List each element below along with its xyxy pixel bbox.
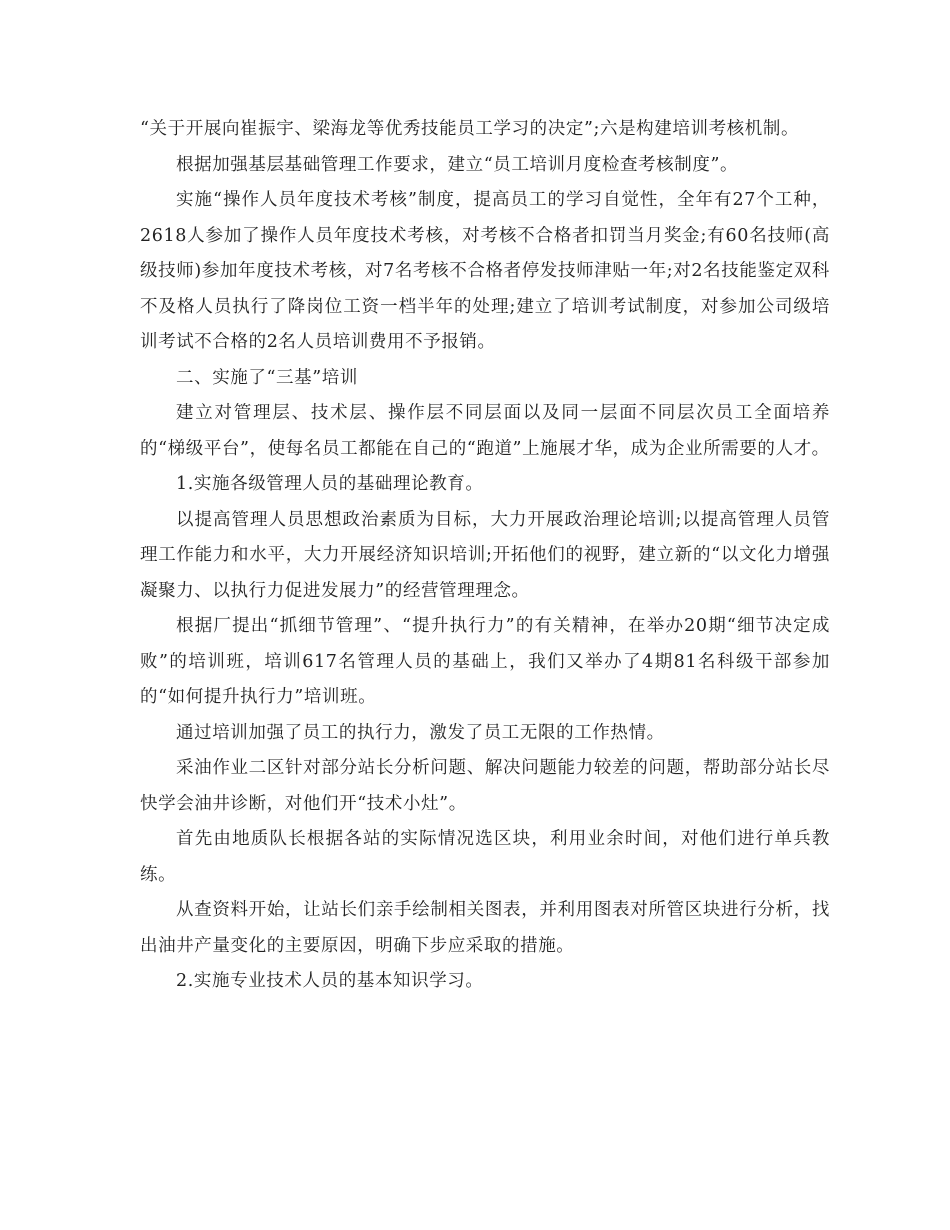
paragraph: 以提高管理人员思想政治素质为目标，大力开展政治理论培训;以提高管理人员管理工作能力和水平，大力开展经济知识培训;开拓他们的视野，建立新的“以文化力增强凝聚力、以执行力促进发展力”的经营管理理念。 xyxy=(140,509,830,601)
paragraph: 从查资料开始，让站长们亲手绘制相关图表，并利用图表对所管区块进行分析，找出油井产量变化的主要原因，明确下步应采取的措施。 xyxy=(140,900,830,956)
section-heading: 二、实施了“三基”培训 xyxy=(176,367,358,388)
subsection-heading: 2.实施专业技术人员的基本知识学习。 xyxy=(176,971,484,991)
paragraph: 根据加强基层基础管理工作要求，建立“员工培训月度检查考核制度”。 xyxy=(176,154,739,175)
subsection-heading: 1.实施各级管理人员的基础理论教育。 xyxy=(176,474,484,494)
paragraph: 根据厂提出“抓细节管理”、“提升执行力”的有关精神，在举办20期“细节决定成败”的培训班，培训617名管理人员的基础上，我们又举办了4期81名科级干部参加的“如何提升执行力”培训班。 xyxy=(140,616,830,707)
paragraph: 实施“操作人员年度技术考核”制度，提高员工的学习自觉性，全年有27个工种，2618人参加了操作人员年度技术考核，对考核不合格者扣罚当月奖金;有60名技师(高级技师)参加年度技术考核，对7名考核不合格者停发技师津贴一年;对2名技能鉴定双科不及格人员执行了降岗位工资一档半年的处理;建立了培训考试制度，对参加公司级培训考试不合格的2名人员培训费用不予报销。 xyxy=(140,190,830,352)
document-body xyxy=(140,112,830,1000)
paragraph: 采油作业二区针对部分站长分析问题、解决问题能力较差的问题，帮助部分站长尽快学会油井诊断，对他们开“技术小灶”。 xyxy=(140,758,830,814)
paragraph: 通过培训加强了员工的执行力，激发了员工无限的工作热情。 xyxy=(176,722,665,743)
paragraph-continuation: “关于开展向崔振宇、梁海龙等优秀技能员工学习的决定”;六是构建培训考核机制。 xyxy=(140,119,800,139)
paragraph: 首先由地质队长根据各站的实际情况选区块，利用业余时间，对他们进行单兵教练。 xyxy=(140,829,830,885)
paragraph: 建立对管理层、技术层、操作层不同层面以及同一层面不同层次员工全面培养的“梯级平台”，使每名员工都能在自己的“跑道”上施展才华，成为企业所需要的人才。 xyxy=(140,403,830,459)
